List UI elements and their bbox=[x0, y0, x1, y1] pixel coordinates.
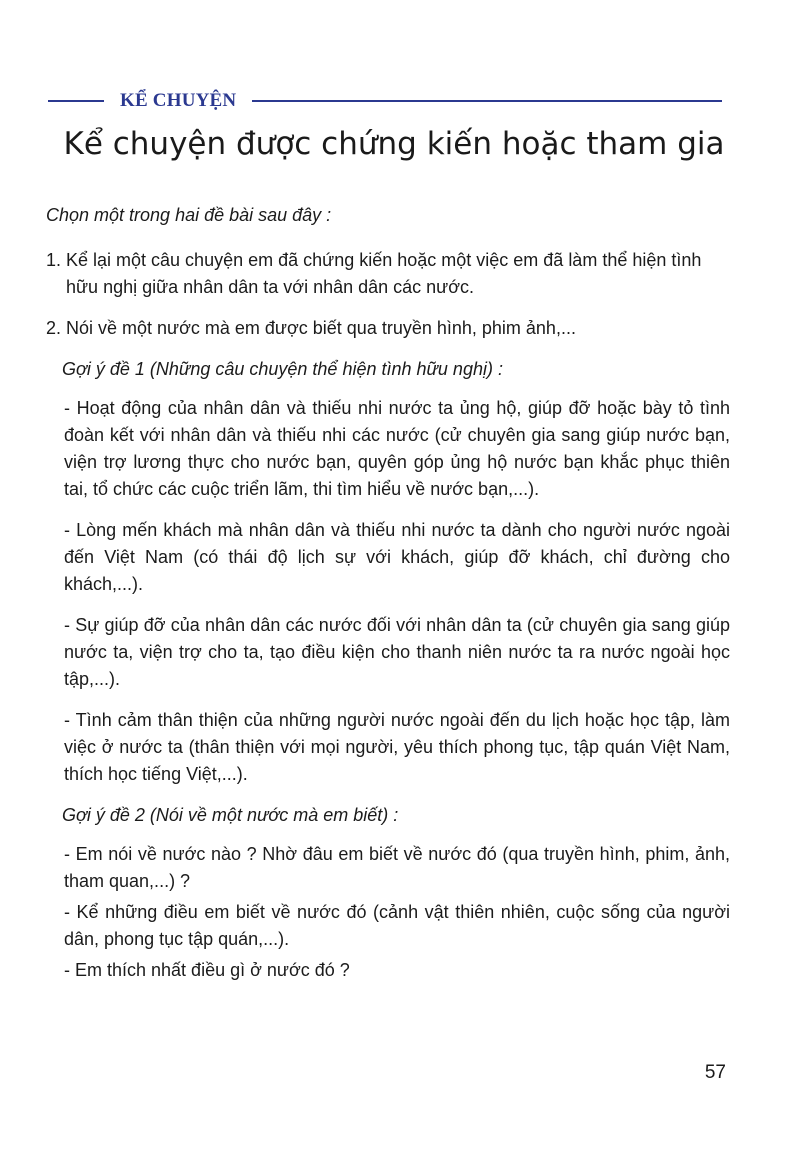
header-rule-right bbox=[252, 100, 722, 102]
header-rule-left bbox=[48, 100, 104, 102]
task-text: Nói về một nước mà em được biết qua truyền hình, phim ảnh,... bbox=[66, 318, 576, 338]
page-number: 57 bbox=[704, 1062, 726, 1083]
lesson-content bbox=[46, 202, 730, 988]
task-item bbox=[46, 247, 730, 301]
hint2-item: - Em thích nhất điều gì ở nước đó ? bbox=[64, 960, 350, 980]
task-number: 2. bbox=[46, 318, 62, 338]
hint2-title: Gợi ý đề 2 (Nói về một nước mà em biết) : bbox=[62, 805, 399, 825]
hint1-title: Gợi ý đề 1 (Những câu chuyện thể hiện tình hữu nghị) : bbox=[62, 359, 503, 379]
hint2-item: - Kể những điều em biết về nước đó (cảnh vật thiên nhiên, cuộc sống của người dân, phong tục tập quán,...). bbox=[64, 902, 730, 949]
hint1-item: - Hoạt động của nhân dân và thiếu nhi nước ta ủng hộ, giúp đỡ hoặc bày tỏ tình đoàn kết với nhân dân và thiếu nhi các nước (cử chuyên gia sang giúp nước bạn, viện trợ lương thực cho nước bạn, quyên góp ủng hộ nước bạn khắc phục thiên tai, tổ chức các cuộc triển lãm, thi tìm hiểu về nước bạn,...). bbox=[64, 398, 730, 499]
hint1-item: - Sự giúp đỡ của nhân dân các nước đối với nhân dân ta (cử chuyên gia sang giúp nước ta, viện trợ cho ta, tạo điều kiện cho thanh niên nước ta ra nước ngoài học tập,...). bbox=[64, 615, 730, 689]
page-title: Kể chuyện được chứng kiến hoặc tham gia bbox=[63, 126, 725, 162]
hint2-item: - Em nói về nước nào ? Nhờ đâu em biết về nước đó (qua truyền hình, phim, ảnh, tham quan,...) ? bbox=[64, 844, 730, 891]
task-text: Kể lại một câu chuyện em đã chứng kiến hoặc một việc em đã làm thể hiện tình hữu nghị giữa nhân dân ta với nhân dân các nước. bbox=[66, 250, 702, 297]
hint1-item: - Lòng mến khách mà nhân dân và thiếu nhi nước ta dành cho người nước ngoài đến Việt Nam (có thái độ lịch sự với khách, giúp đỡ khách, chỉ đường cho khách,...). bbox=[64, 520, 730, 594]
section-header bbox=[48, 86, 722, 116]
instructions: Chọn một trong hai đề bài sau đây : bbox=[46, 205, 332, 225]
hint1-item: - Tình cảm thân thiện của những người nước ngoài đến du lịch hoặc học tập, làm việc ở nước ta (thân thiện với mọi người, yêu thích phong tục, tập quán Việt Nam, thích học tiếng Việt,...). bbox=[64, 710, 730, 784]
task-item bbox=[46, 315, 730, 342]
section-label: KỂ CHUYỆN bbox=[120, 90, 237, 111]
task-number: 1. bbox=[46, 250, 62, 270]
